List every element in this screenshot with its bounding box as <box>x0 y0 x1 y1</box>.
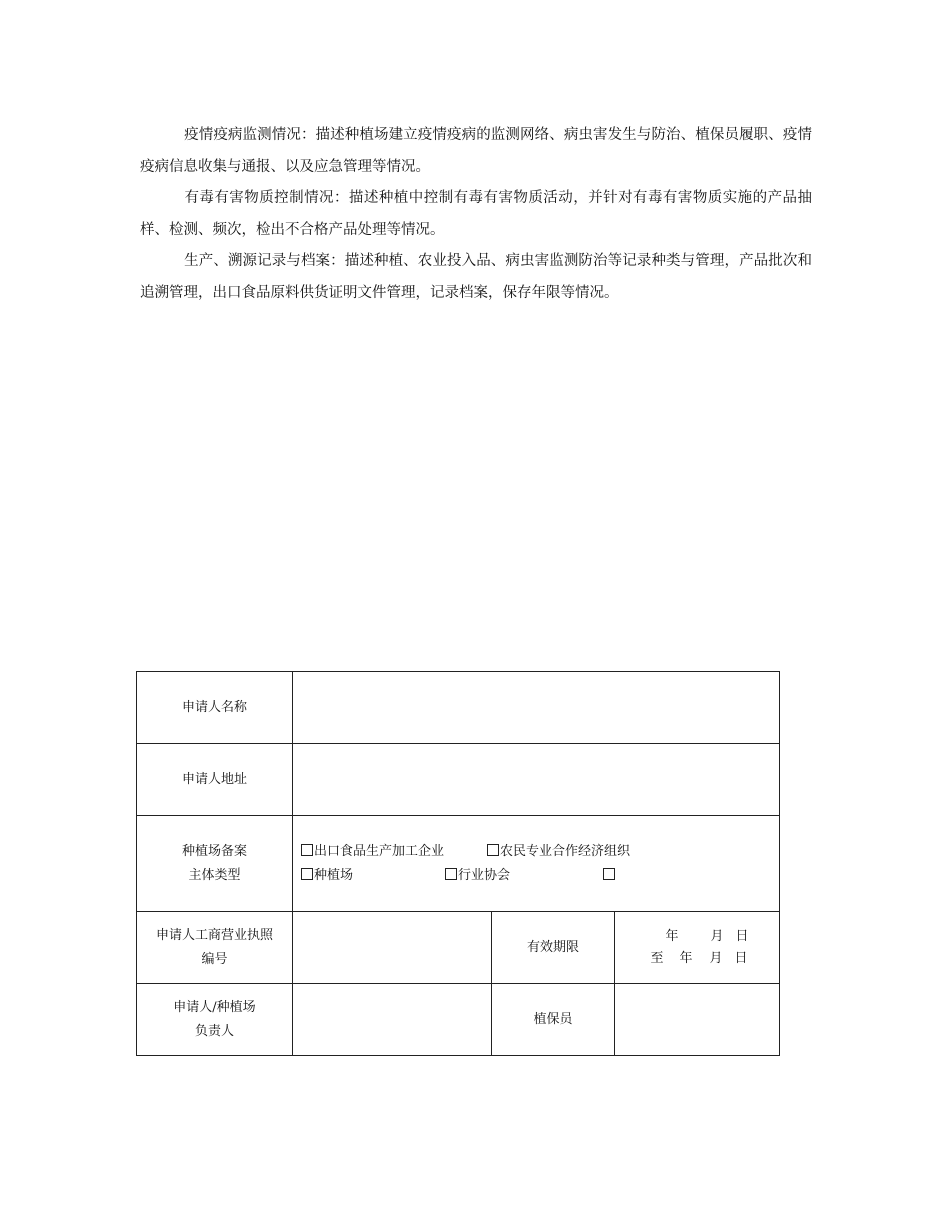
business-license-field[interactable] <box>293 912 492 984</box>
applicant-address-field[interactable] <box>293 744 780 816</box>
checkbox-icon[interactable] <box>487 844 499 856</box>
row-applicant-address <box>137 744 780 816</box>
business-license-label <box>137 912 293 984</box>
checkbox-icon[interactable] <box>301 868 313 880</box>
responsible-person-label <box>137 984 293 1056</box>
option-other[interactable] <box>603 864 616 888</box>
paragraph-toxic-substance-control <box>140 182 812 246</box>
application-form-table <box>136 671 780 1056</box>
paragraph-text: 疫情疫病监测情况：描述种植场建立疫情疫病的监测网络、病虫害发生与防治、植保员履职、疫情疫病信息收集与通报、以及应急管理等情况。 <box>140 127 812 175</box>
paragraph-epidemic-monitoring <box>140 119 812 183</box>
entity-type-label <box>137 816 293 912</box>
responsible-person-field[interactable] <box>293 984 492 1056</box>
applicant-name-label: 申请人名称 <box>137 672 293 744</box>
checkbox-icon[interactable] <box>603 868 615 880</box>
option-label: 出口食品生产加工企业 <box>314 843 445 859</box>
option-industry-association[interactable] <box>445 864 603 888</box>
responsible-person-label-line2: 负责人 <box>194 1023 234 1039</box>
plant-protector-field[interactable] <box>615 984 780 1056</box>
option-label: 种植场 <box>314 867 354 883</box>
date-from-year: 年 <box>665 928 679 944</box>
checkbox-icon[interactable] <box>445 868 457 880</box>
applicant-address-label: 申请人地址 <box>137 744 293 816</box>
row-business-license <box>137 912 780 984</box>
applicant-name-field[interactable] <box>293 672 780 744</box>
date-to-day: 日 <box>734 950 748 966</box>
paragraph-text: 有毒有害物质控制情况：描述种植中控制有毒有害物质活动，并针对有毒有害物质实施的产品抽样、检测、频次，检出不合格产品处理等情况。 <box>140 190 812 238</box>
paragraph-text: 生产、溯源记录与档案：描述种植、农业投入品、病虫害监测防治等记录种类与管理，产品批次和追溯管理，出口食品原料供货证明文件管理，记录档案，保存年限等情况。 <box>140 253 812 301</box>
entity-type-options <box>293 816 780 912</box>
validity-date-to <box>615 948 779 970</box>
row-applicant-name <box>137 672 780 744</box>
business-license-label-line2: 编号 <box>201 951 228 967</box>
responsible-person-label-line1: 申请人/种植场 <box>173 999 256 1015</box>
row-responsible-person <box>137 984 780 1056</box>
business-license-label-line1: 申请人工商营业执照 <box>155 927 273 943</box>
plant-protector-label: 植保员 <box>492 984 615 1056</box>
date-from-day: 日 <box>735 928 749 944</box>
option-farmer-cooperative[interactable] <box>487 840 630 864</box>
option-label: 行业协会 <box>458 867 511 883</box>
entity-type-label-line2: 主体类型 <box>188 867 241 883</box>
checkbox-icon[interactable] <box>301 844 313 856</box>
validity-label: 有效期限 <box>492 912 615 984</box>
date-to-month: 月 <box>709 950 723 966</box>
date-to-prefix: 至 <box>650 950 664 966</box>
validity-date-from <box>615 926 779 948</box>
option-export-food-enterprise[interactable] <box>301 840 487 864</box>
paragraph-production-records <box>140 245 812 309</box>
validity-date-range[interactable] <box>615 912 780 984</box>
option-plantation[interactable] <box>301 864 445 888</box>
option-label: 农民专业合作经济组织 <box>500 843 631 859</box>
date-to-year: 年 <box>679 950 693 966</box>
date-from-month: 月 <box>710 928 724 944</box>
row-entity-type <box>137 816 780 912</box>
entity-type-label-line1: 种植场备案 <box>181 843 247 859</box>
